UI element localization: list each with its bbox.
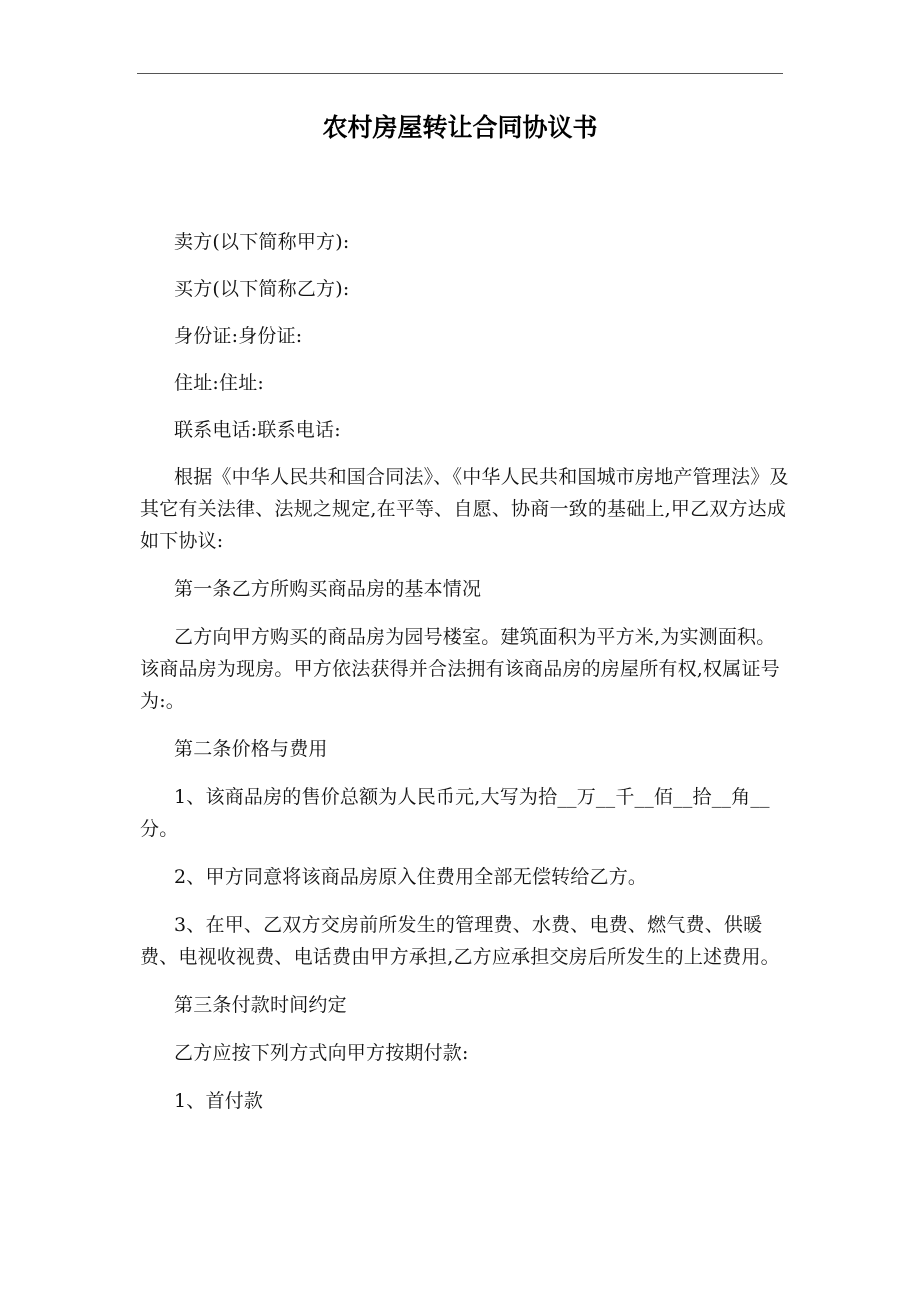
article-1-paragraph: 乙方向甲方购买的商品房为园号楼室。建筑面积为平方米,为实测面积。该商品房为现房。甲方依法获得并合法拥有该商品房的房屋所有权,权属证号为:。 [140,626,780,712]
phone-line: 联系电话:联系电话: [174,419,341,441]
price-clause-3: 3、在甲、乙双方交房前所发生的管理费、水费、电费、燃气费、供暖费、电视收视费、电话费由甲方承担,乙方应承担交房后所发生的上述费用。 [140,914,780,968]
article-3-heading: 第三条付款时间约定 [174,994,347,1016]
document-body [140,226,790,1117]
preamble-paragraph: 根据《中华人民共和国合同法》、《中华人民共和国城市房地产管理法》及其它有关法律、法规之规定,在平等、自愿、协商一致的基础上,甲乙双方达成如下协议: [140,466,789,552]
article-2-heading: 第二条价格与费用 [174,738,328,760]
buyer-line: 买方(以下简称乙方): [174,278,350,300]
id-card-line: 身份证:身份证: [174,325,303,347]
seller-line: 卖方(以下简称甲方): [174,231,350,253]
header-rule [137,73,783,74]
price-clause-2: 2、甲方同意将该商品房原入住费用全部无偿转给乙方。 [174,866,648,888]
address-line: 住址:住址: [174,372,265,394]
article-1-heading: 第一条乙方所购买商品房的基本情况 [174,578,482,600]
down-payment-item: 1、首付款 [174,1090,264,1112]
price-clause-1: 1、该商品房的售价总额为人民币元,大写为拾__万__千__佰__拾__角__分。 [140,786,770,840]
document-title: 农村房屋转让合同协议书 [322,113,598,142]
payment-intro: 乙方应按下列方式向甲方按期付款: [174,1042,469,1064]
